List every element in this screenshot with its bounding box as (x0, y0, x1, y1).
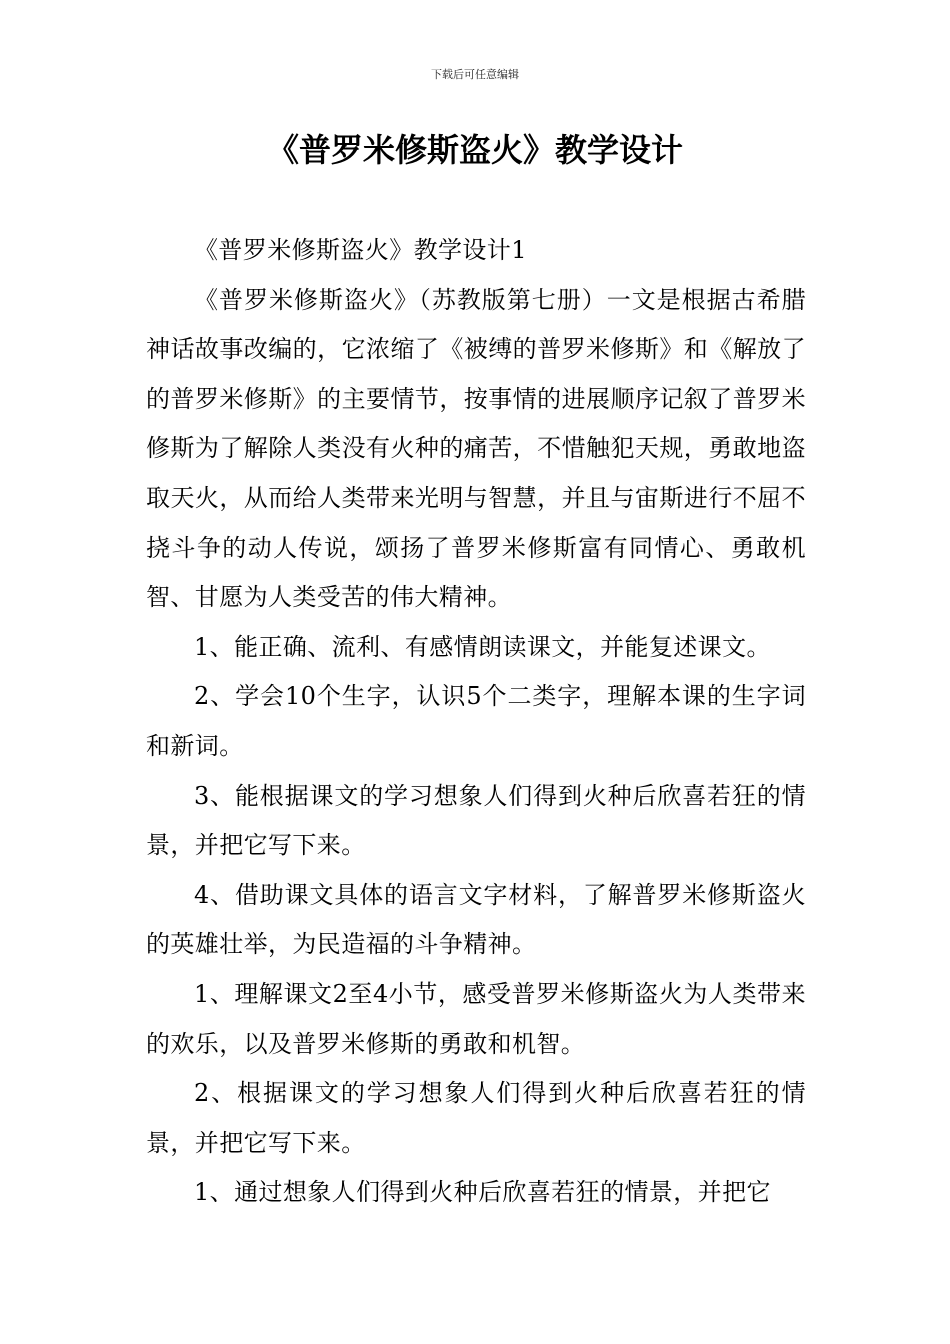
key-point-item: 1、理解课文2至4小节，感受普罗米修斯盗火为人类带来的欢乐，以及普罗米修斯的勇敢和机智。 (146, 979, 806, 1058)
objective-item: 1、能正确、流利、有感情朗读课文，并能复述课文。 (194, 632, 771, 661)
difficulty-item: 1、通过想象人们得到火种后欣喜若狂的情景，并把它 (194, 1178, 771, 1207)
document-title: 《普罗米修斯盗火》教学设计 (266, 131, 683, 169)
objective-item: 2、学会10个生字，认识5个二类字，理解本课的生字词和新词。 (146, 682, 806, 760)
intro-paragraph: 《普罗米修斯盗火》（苏教版第七册）一文是根据古希腊神话故事改编的，它浓缩了《被缚的普罗米修斯》和《解放了的普罗米修斯》的主要情节，按事情的进展顺序记叙了普罗米修斯为了解除人类没有火种的痛苦，不惜触犯天规，勇敢地盗取天火，从而给人类带来光明与智慧，并且与宙斯进行不屈不挠斗争的动人传说，颂扬了普罗米修斯富有同情心、勇敢机智、甘愿为人类受苦的伟大精神。 (146, 285, 806, 612)
document-body (146, 226, 806, 1218)
objective-item: 3、能根据课文的学习想象人们得到火种后欣喜若狂的情景，并把它写下来。 (146, 781, 806, 860)
header-note: 下载后可任意编辑 (431, 68, 519, 81)
key-point-item: 2、根据课文的学习想象人们得到火种后欣喜若狂的情景，并把它写下来。 (146, 1079, 806, 1157)
objective-item: 4、借助课文具体的语言文字材料，了解普罗米修斯盗火的英雄壮举，为民造福的斗争精神。 (146, 880, 806, 959)
section-heading: 《普罗米修斯盗火》教学设计1 (194, 236, 527, 264)
